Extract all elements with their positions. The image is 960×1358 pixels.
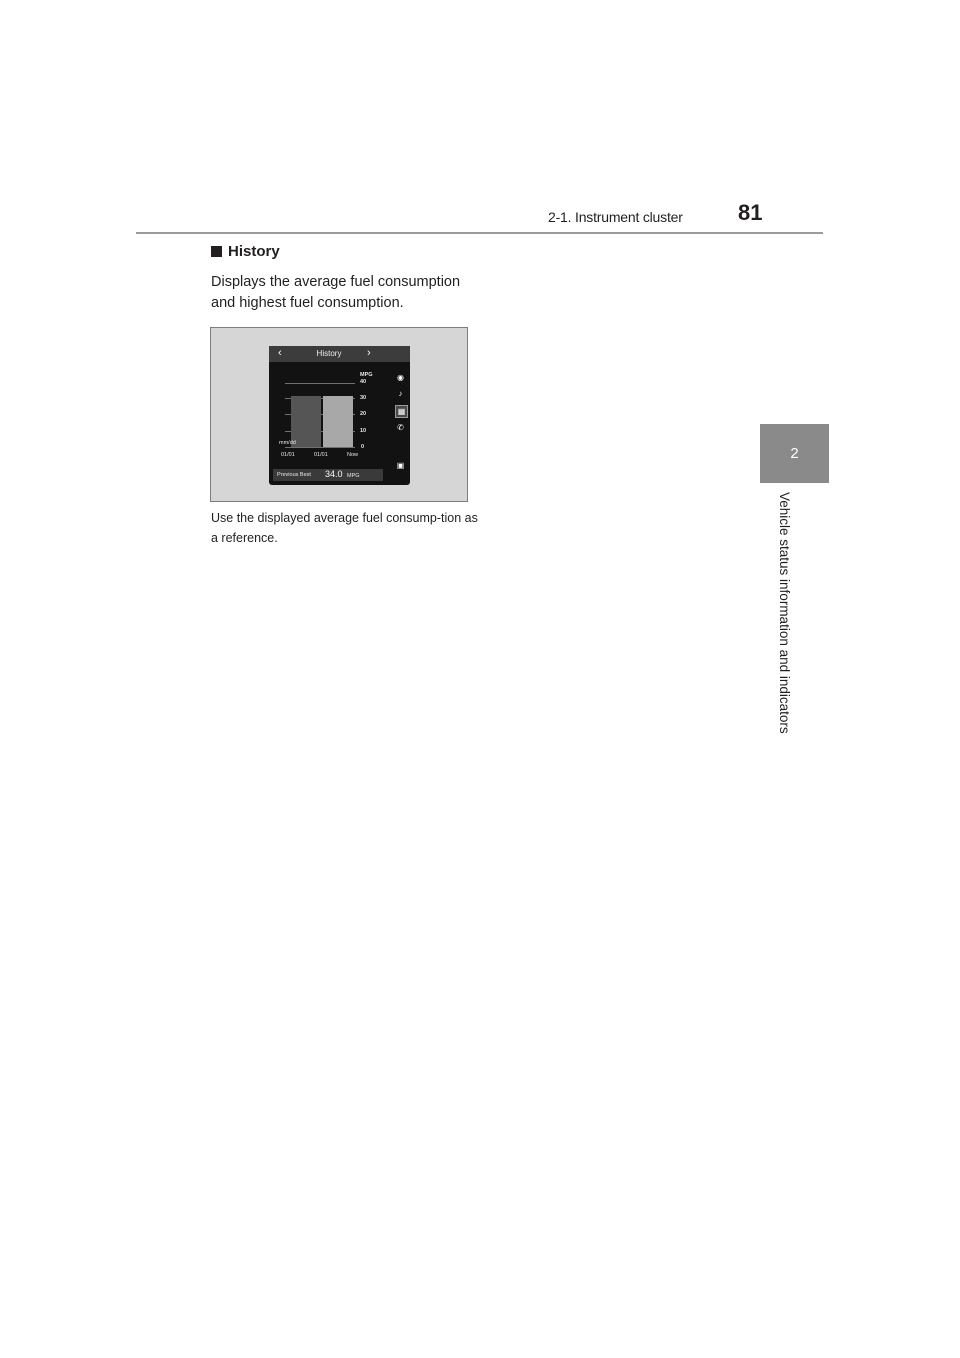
header-section-title: 2-1. Instrument cluster xyxy=(548,209,683,225)
x-label: Now xyxy=(347,452,359,458)
chapter-number: 2 xyxy=(790,445,799,462)
section-heading-text: History xyxy=(228,243,280,260)
unit-label: MPG xyxy=(360,372,373,378)
mode-sidebar xyxy=(391,366,410,480)
history-screen-figure xyxy=(210,327,468,502)
chevron-right-icon[interactable]: › xyxy=(367,347,371,359)
y-tick-label: 0 xyxy=(361,444,365,450)
y-tick-label: 30 xyxy=(360,395,367,401)
chapter-tab xyxy=(760,424,829,483)
grid-line xyxy=(285,447,355,448)
previous-best-unit: MPG xyxy=(347,473,360,479)
previous-best-bar xyxy=(273,469,383,481)
header-rule xyxy=(136,232,823,234)
y-tick-label: 20 xyxy=(360,411,367,417)
chart-icon[interactable]: ▦ xyxy=(395,405,408,418)
section-heading xyxy=(211,243,280,260)
square-bullet-icon xyxy=(211,246,222,257)
screen-mode-icon[interactable]: ▣ xyxy=(396,461,405,470)
display-screen xyxy=(269,346,410,485)
x-label: 01/01 xyxy=(314,452,328,458)
x-label: 01/01 xyxy=(281,452,295,458)
section-description: Displays the average fuel consumption and highest fuel consumption. xyxy=(211,274,461,311)
page-number: 81 xyxy=(738,200,763,225)
screen-header xyxy=(269,346,410,362)
date-format-label: mm/dd xyxy=(279,440,296,446)
screen-title: History xyxy=(316,349,342,358)
chevron-left-icon[interactable]: ‹ xyxy=(278,347,282,359)
gauge-icon[interactable]: ◉ xyxy=(397,373,404,382)
grid-line xyxy=(285,383,355,384)
history-bar xyxy=(323,396,353,447)
phone-icon[interactable]: ✆ xyxy=(397,423,404,432)
reference-note: Use the displayed average fuel consump-tion as a reference. xyxy=(211,511,478,545)
previous-best-value: 34.0 xyxy=(325,469,343,479)
y-tick-label: 10 xyxy=(360,428,367,434)
chapter-title: Vehicle status information and indicators xyxy=(777,492,792,734)
music-note-icon[interactable]: ♪ xyxy=(398,389,403,398)
y-tick-label: 40 xyxy=(360,379,367,385)
previous-best-label: Previous Best xyxy=(277,472,311,478)
